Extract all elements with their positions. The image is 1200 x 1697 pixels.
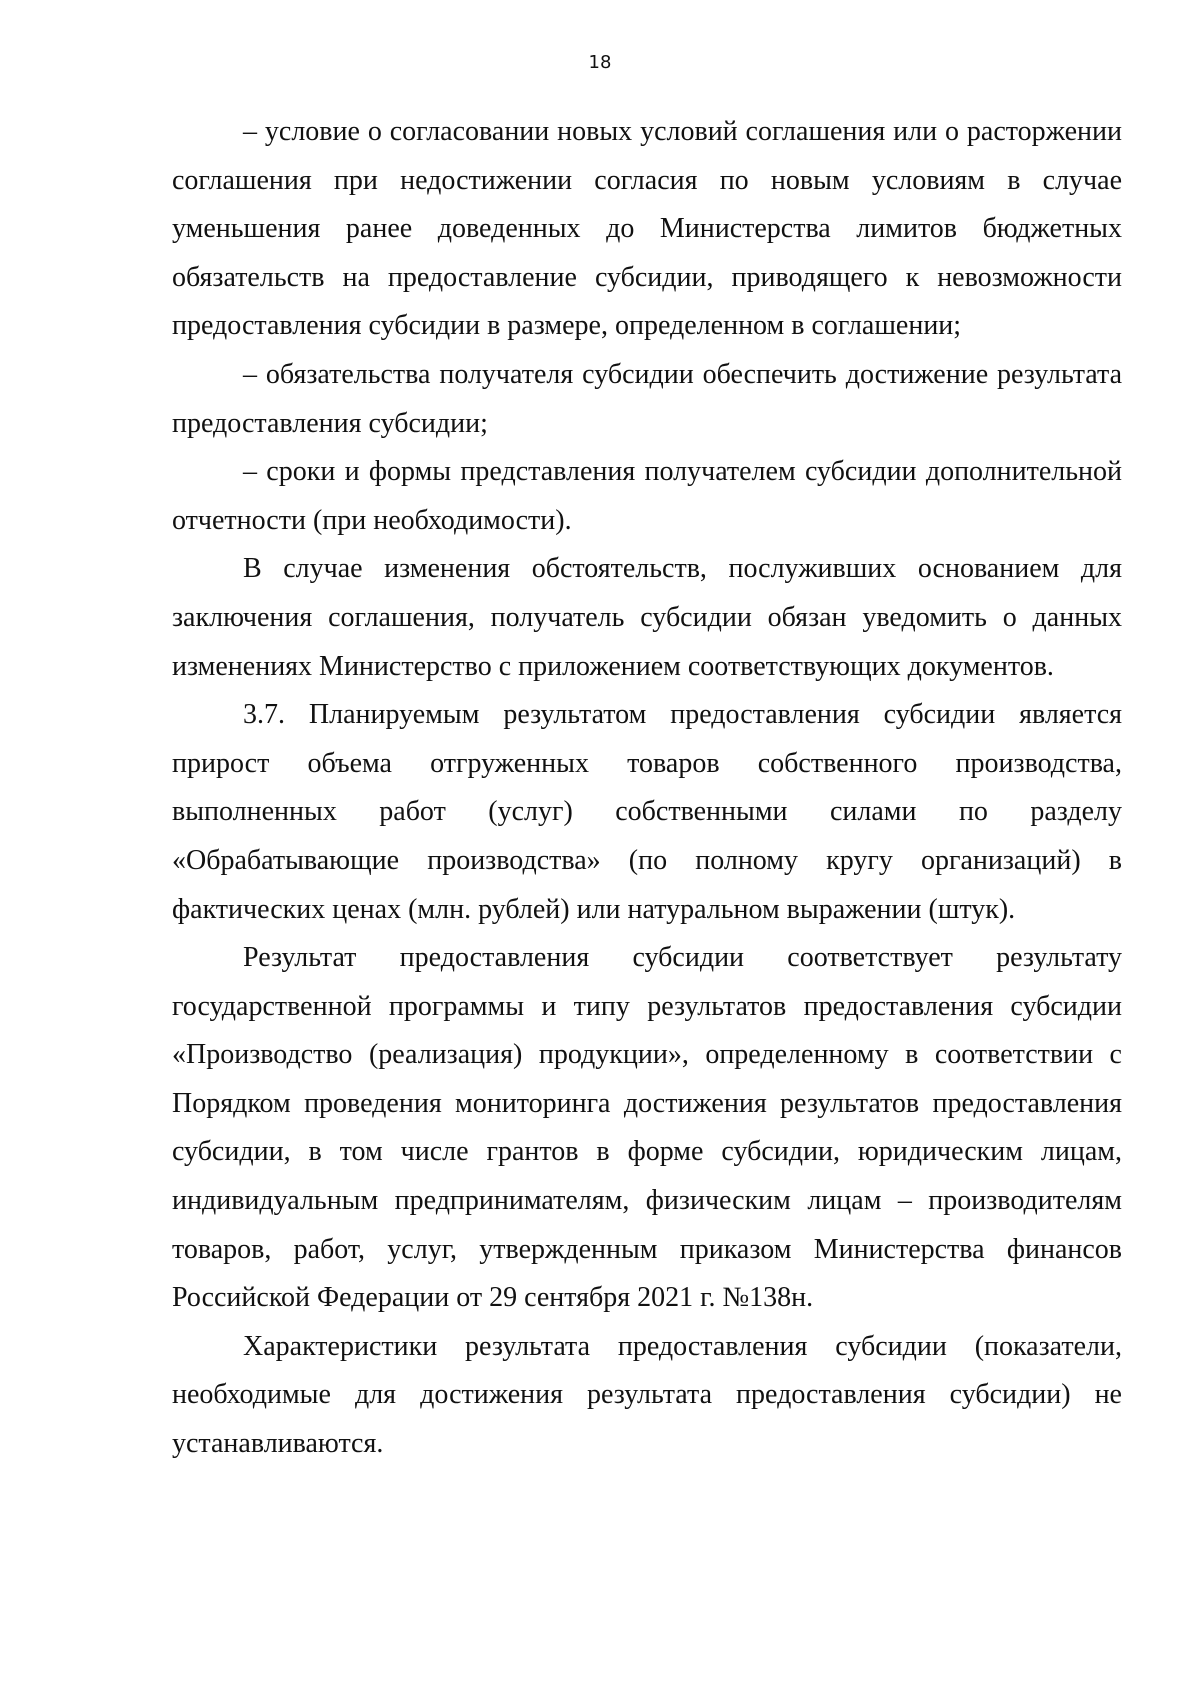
list-item-agreement-conditions: – условие о согласовании новых условий соглашения или о расторжении соглашения при недостижении согласия по новым условиям в случае уменьшения ранее доведенных до Министерства лимитов бюджетных обязательств на предоставление субсидии, приводящего к невозможности предоставления субсидии в размере, определенном в соглашении; [172, 116, 1122, 342]
paragraph-result-characteristics: Характеристики результата предоставления субсидии (показатели, необходимые для достижения результата предоставления субсидии) не устанавливаются. [172, 1330, 1122, 1460]
page-number: 18 [588, 52, 612, 73]
paragraph-section-3-7: 3.7. Планируемым результатом предоставления субсидии является прирост объема отгруженных товаров собственного производства, выполненных работ (услуг) собственными силами по разделу «Обрабатывающие производства» (по полному кругу организаций) в фактических ценах (млн. рублей) или натуральном выражении (штук). [172, 699, 1122, 925]
list-item-reporting-terms: – сроки и формы представления получателем субсидии дополнительной отчетности (при необходимости). [172, 456, 1122, 536]
document-body [172, 108, 1122, 1469]
list-item-recipient-obligations: – обязательства получателя субсидии обеспечить достижение результата предоставления субсидии; [172, 358, 1122, 439]
paragraph-result-correspondence: Результат предоставления субсидии соответствует результату государственной программы и типу результатов предоставления субсидии «Производство (реализация) продукции», определенному в соответствии с Порядком проведения мониторинга достижения результатов предоставления субсидии, в том числе грантов в форме субсидии, юридическим лицам, индивидуальным предпринимателям, физическим лицам – производителям товаров, работ, услуг, утвержденным приказом Министерства финансов Российской Федерации от 29 сентября 2021 г. №138н. [172, 942, 1122, 1314]
paragraph-change-notification: В случае изменения обстоятельств, послуживших основанием для заключения соглашения, получатель субсидии обязан уведомить о данных изменениях Министерство с приложением соответствующих документов. [172, 553, 1122, 682]
